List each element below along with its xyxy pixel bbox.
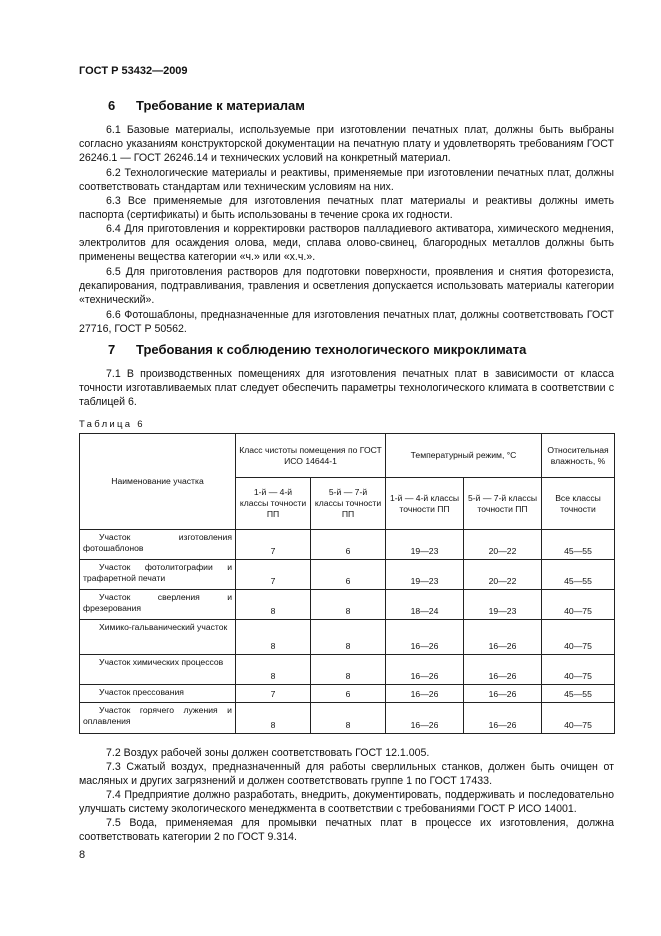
- row-area: Участок прессования: [80, 685, 236, 703]
- cell-humidity: 45—55: [542, 530, 615, 560]
- cell-humidity: 45—55: [542, 560, 615, 590]
- cell-cleanliness-5-7: 6: [311, 560, 386, 590]
- paragraph-6-2: 6.2 Технологические материалы и реактивы, применяемые при изготовлении печатных плат, должны соответствовать стандартам или техническим условиям на них.: [79, 167, 614, 194]
- cell-temperature-5-7: 16—26: [464, 685, 542, 703]
- paragraph-7-5: 7.5 Вода, применяемая для промывки печатных плат в процессе их изготовления, должна соответствовать категории 2 по ГОСТ 9.314.: [79, 817, 614, 844]
- cell-temperature-5-7: 16—26: [464, 703, 542, 734]
- subheader-temperature-1-4: 1-й — 4-й классы точности ПП: [386, 478, 464, 530]
- row-area: Химико-гальванический участок: [80, 620, 236, 655]
- subheader-humidity-all: Все классы точности: [542, 478, 615, 530]
- row-area: Участок изготовления фотошаблонов: [80, 530, 236, 560]
- table-row: [80, 655, 615, 685]
- cell-temperature-1-4: 18—24: [386, 590, 464, 620]
- cell-cleanliness-5-7: 8: [311, 620, 386, 655]
- paragraph-6-1: 6.1 Базовые материалы, используемые при изготовлении печатных плат, должны быть выбраны согласно указаниям конструкторской документации на печатную плату и удовлетворять требованиям ГОСТ 26246.1 — ГОСТ 26246.14 и технических условий на конкретный материал.: [79, 124, 614, 165]
- row-area: Участок горячего лужения и оплавления: [80, 703, 236, 734]
- cell-temperature-1-4: 16—26: [386, 685, 464, 703]
- paragraph-7-3: 7.3 Сжатый воздух, предназначенный для работы сверлильных станков, должен быть очищен от масляных и других загрязнений и должен соответствовать группе 1 по ГОСТ 17433.: [79, 761, 614, 788]
- cell-cleanliness-1-4: 8: [236, 590, 311, 620]
- cell-temperature-1-4: 19—23: [386, 530, 464, 560]
- section-6-number: 6: [108, 98, 116, 113]
- cell-temperature-5-7: 20—22: [464, 560, 542, 590]
- cell-temperature-1-4: 16—26: [386, 703, 464, 734]
- cell-temperature-5-7: 20—22: [464, 530, 542, 560]
- subheader-cleanliness-1-4: 1-й — 4-й классы точности ПП: [236, 478, 311, 530]
- cell-cleanliness-1-4: 7: [236, 530, 311, 560]
- subheader-temperature-5-7: 5-й — 7-й классы точности ПП: [464, 478, 542, 530]
- row-area: Участок химических процессов: [80, 655, 236, 685]
- cell-humidity: 40—75: [542, 620, 615, 655]
- paragraph-6-5: 6.5 Для приготовления растворов для подготовки поверхности, проявления и снятия фоторезиста, декапирования, подтравливания, травления и осветления допускается использовать материалы категории «технический».: [79, 266, 614, 307]
- paragraph-7-2: 7.2 Воздух рабочей зоны должен соответствовать ГОСТ 12.1.005.: [106, 747, 430, 759]
- paragraph-6-6: 6.6 Фотошаблоны, предназначенные для изготовления печатных плат, должны соответствовать ГОСТ 27716, ГОСТ Р 50562.: [79, 309, 614, 336]
- section-7-title: Требования к соблюдению технологического микроклимата: [136, 342, 527, 357]
- table-row: [80, 590, 615, 620]
- cell-cleanliness-1-4: 8: [236, 620, 311, 655]
- table-row: [80, 685, 615, 703]
- cell-cleanliness-5-7: 8: [311, 655, 386, 685]
- paragraph-6-4: 6.4 Для приготовления и корректировки растворов палладиевого активатора, химического меднения, электролитов для осаждения олова, меди, сплава олово-свинец, благородных металлов должны быть применены вещества категории «ч.» или «х.ч.».: [79, 223, 614, 264]
- table-row: [80, 703, 615, 734]
- cell-temperature-5-7: 16—26: [464, 655, 542, 685]
- section-6-title: Требование к материалам: [136, 98, 305, 113]
- cell-cleanliness-1-4: 7: [236, 560, 311, 590]
- paragraph-7-1: 7.1 В производственных помещениях для изготовления печатных плат в зависимости от класса точности изготавливаемых плат следует обеспечить параметры технологического климата в соответствии с таблицей 6.: [79, 368, 614, 409]
- cell-cleanliness-1-4: 8: [236, 655, 311, 685]
- cell-cleanliness-1-4: 7: [236, 685, 311, 703]
- table-caption: Таблица 6: [79, 419, 145, 430]
- cell-cleanliness-5-7: 8: [311, 703, 386, 734]
- cell-temperature-1-4: 16—26: [386, 655, 464, 685]
- header-area: Наименование участка: [80, 434, 236, 530]
- cell-cleanliness-1-4: 8: [236, 703, 311, 734]
- row-area: Участок фотолитографии и трафаретной печати: [80, 560, 236, 590]
- header-cleanliness: Класс чистоты помещения по ГОСТ ИСО 14644-1: [236, 434, 386, 478]
- header-humidity: Относительная влажность, %: [542, 434, 615, 478]
- cell-humidity: 40—75: [542, 703, 615, 734]
- cell-humidity: 40—75: [542, 655, 615, 685]
- cell-temperature-1-4: 16—26: [386, 620, 464, 655]
- cell-temperature-5-7: 19—23: [464, 590, 542, 620]
- cell-temperature-1-4: 19—23: [386, 560, 464, 590]
- table-row: [80, 530, 615, 560]
- table-row: [80, 560, 615, 590]
- document-header: ГОСТ Р 53432—2009: [79, 65, 188, 77]
- page-number: 8: [79, 849, 86, 861]
- paragraph-7-4: 7.4 Предприятие должно разработать, внедрить, документировать, поддерживать и последовательно улучшать систему экологического менеджмента в соответствии с требованиями ГОСТ Р ИСО 14001.: [79, 789, 614, 816]
- header-temperature: Температурный режим, °С: [386, 434, 542, 478]
- cell-humidity: 40—75: [542, 590, 615, 620]
- subheader-cleanliness-5-7: 5-й — 7-й классы точности ПП: [311, 478, 386, 530]
- cell-humidity: 45—55: [542, 685, 615, 703]
- cell-cleanliness-5-7: 6: [311, 530, 386, 560]
- cell-cleanliness-5-7: 6: [311, 685, 386, 703]
- section-7-heading: [79, 342, 526, 357]
- cell-temperature-5-7: 16—26: [464, 620, 542, 655]
- table-row: [80, 620, 615, 655]
- paragraph-6-3: 6.3 Все применяемые для изготовления печатных плат материалы и реактивы должны иметь паспорта (сертификаты) и быть использованы в течение срока их годности.: [79, 195, 614, 222]
- section-6-heading: [79, 98, 305, 113]
- table-6: [79, 433, 615, 734]
- row-area: Участок сверления и фрезерования: [80, 590, 236, 620]
- section-7-number: 7: [108, 342, 116, 357]
- cell-cleanliness-5-7: 8: [311, 590, 386, 620]
